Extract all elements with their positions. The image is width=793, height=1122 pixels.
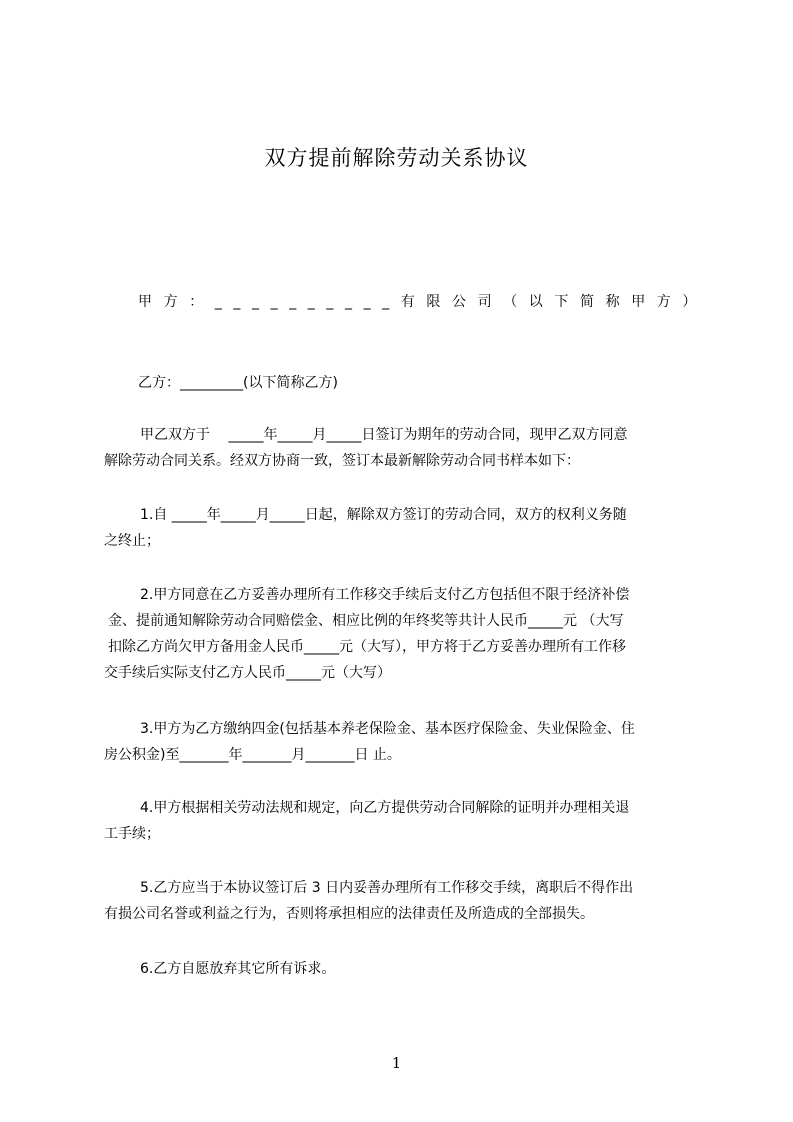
clause-2-line-3: 扣除乙方尚欠甲方备用金人民币_____元（大写），甲方将于乙方妥善办理所有工作移 [108, 639, 626, 655]
intro-paragraph [104, 422, 714, 474]
clause-5 [104, 875, 714, 927]
clause-2-line-1: 2.甲方同意在乙方妥善办理所有工作移交手续后支付乙方包括但不限于经济补偿 [140, 587, 630, 603]
intro-line-2: 解除劳动合同关系。经双方协商一致，签订本最新解除劳动合同书样本如下： [104, 453, 580, 469]
clause-4 [104, 795, 714, 847]
clause-4-line-1: 4.甲方根据相关劳动法规和规定，向乙方提供劳动合同解除的证明并办理相关退 [140, 800, 630, 816]
page-number: 1 [391, 1054, 402, 1072]
clause-3-line-2: 房公积金)至_______年_______月_______日 止。 [104, 747, 401, 763]
clause-4-line-2: 工手续； [104, 826, 160, 842]
clause-2 [104, 582, 714, 686]
clause-5-line-1: 5.乙方应当于本协议签订后 3 日内妥善办理所有工作移交手续，离职后不得作出 [140, 880, 634, 896]
clause-5-line-2: 有损公司名誉或利益之行为，否则将承担相应的法律责任及所造成的全部损失。 [104, 906, 594, 922]
clause-3 [104, 716, 714, 768]
clause-6-line-1: 6.乙方自愿放弃其它所有诉求。 [140, 961, 336, 977]
clause-2-line-2: 金、提前通知解除劳动合同赔偿金、相应比例的年终奖等共计人民币_____元 （大写 [108, 613, 624, 629]
party-a-line: 甲方：__________有限公司（以下简称甲方） [138, 294, 708, 310]
party-b-line: 乙方：_________(以下简称乙方) [138, 375, 338, 391]
clause-2-line-4: 交手续后实际支付乙方人民币_____元（大写） [104, 665, 391, 681]
clause-1-line-1: 1.自 _____年_____月_____日起，解除双方签订的劳动合同，双方的权利义务随 [140, 507, 627, 523]
clause-1 [104, 502, 714, 554]
clause-1-line-2: 之终止； [104, 533, 160, 549]
document-title: 双方提前解除劳动关系协议 [264, 146, 529, 170]
intro-line-1: 甲乙双方于 _____年_____月_____日签订为期年的劳动合同，现甲乙双方同意 [140, 427, 628, 443]
clause-6 [104, 956, 714, 982]
clause-3-line-1: 3.甲方为乙方缴纳四金(包括基本养老保险金、基本医疗保险金、失业保险金、住 [140, 721, 635, 737]
